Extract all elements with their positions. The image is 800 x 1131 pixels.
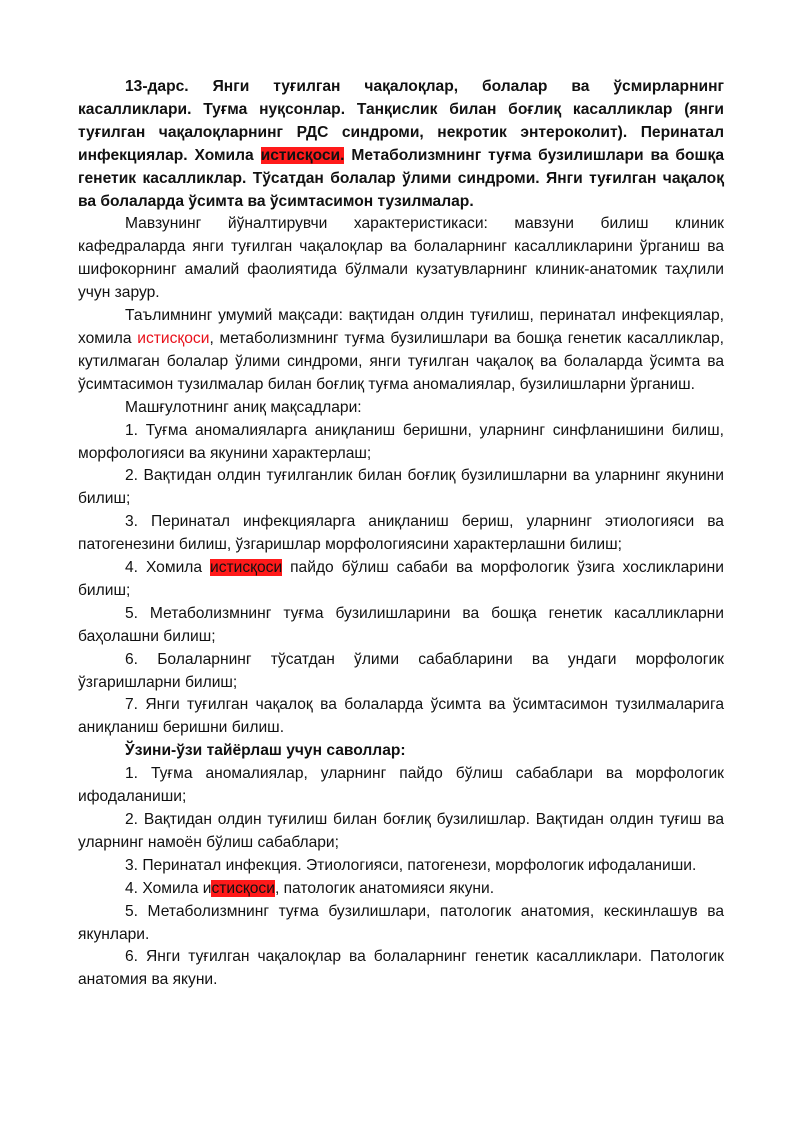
question-item: 3. Перинатал инфекция. Этиологияси, патогенези, морфологик ифодаланиши. [125,856,697,874]
highlight-mark: истисқоси. [260,146,345,164]
specific-goal-item: 5. Метаболизмнинг туғма бузилишларини ва бошқа генетик касалликларни баҳолашни билиш; [78,604,724,645]
lesson-title: 13-дарс. Янги туғилган чақалоқлар, болалар ва ўсмирларнинг касалликлари. Туғма нуқсонлар. Танқислик билан боғлиқ касалликлар (янги туғилган чақалоқларнинг РДС синдроми, некротик энтероколит). Перинатал инфекциялар. Хомила истисқоси. Метаболизмнинг туғма бузилишлари ва бошқа генетик касалликлар. Тўсатдан болалар ўлими синдроми. Янги туғилган чақалоқ ва болаларда ўсимта ва ўсимтасимон тузилмалар. [78,78,725,210]
highlight-text: истисқоси [137,329,210,347]
question-item: 5. Метаболизмнинг туғма бузилишлари, патологик анатомия, кескинлашув ва якунлари. [78,902,724,943]
specific-goal-item: 2. Вақтидан олдин туғилганлик билан боғлиқ бузилишларни ва уларнинг якунини билиш; [78,467,724,508]
specific-goal-item: 7. Янги туғилган чақалоқ ва болаларда ўсимта ва ўсимтасимон тузилмаларига аниқланиш беришни билиш. [78,696,724,737]
specific-goals-heading: Машғулотнинг аниқ мақсадлари: [125,398,362,416]
specific-goal-item: 6. Болаларнинг тўсатдан ўлими сабабларини ва ундаги морфологик ўзгаришларни билиш; [78,650,724,691]
specific-goal-item: 3. Перинатал инфекцияларга аниқланиш бериш, уларнинг этиологияси ва патогенезини билиш, ўзгаришлар морфологиясини характерлашни билиш; [78,513,724,554]
highlight-mark: истисқоси [210,559,283,577]
specific-goal-item: 4. Хомила истисқоси пайдо бўлиш сабаби ва морфологик ўзига хосликларини билиш; [78,559,724,599]
highlight-mark: стисқоси [211,879,275,897]
question-item: 1. Туғма аномалиялар, уларнинг пайдо бўлиш сабаблари ва морфологик ифодаланиши; [78,765,724,806]
specific-goal-item: 1. Туғма аномалияларга аниқланиш беришни, уларнинг синфланишини билиш, морфологияси ва якунини характерлаш; [78,421,724,462]
question-item: 2. Вақтидан олдин туғилиш билан боғлиқ бузилишлар. Вақтидан олдин туғиш ва уларнинг намоён бўлиш сабаблари; [78,811,724,851]
motivation-paragraph: Мавзунинг йўналтирувчи характеристикаси: мавзуни билиш клиник кафедраларда янги туғилган чақалоқлар ва болаларнинг касалликларини ўрганиш ва шифокорнинг амалий фаолиятида бўлмали кузатувларнинг клиник-анатомик таҳлили учун зарур. [78,215,724,302]
questions-heading: Ўзини-ўзи тайёрлаш учун саволлар: [125,742,406,760]
general-goal-paragraph: Таълимнинг умумий мақсади: вақтидан олдин туғилиш, перинатал инфекциялар, хомила истисқоси, метаболизмнинг туғма бузилишлари ва бошқа генетик касалликлар, кутилмаган болалар ўлими синдроми, янги туғилган чақалоқ ва болаларда ўсимта ва ўсимтасимон тузилмалар билан боғлиқ туғма аномалиялар, бузилишларни ўрганиш. [78,307,724,393]
question-item: 4. Хомила истисқоси, патологик анатомияси якуни. [125,879,495,897]
question-item: 6. Янги туғилган чақалоқлар ва болаларнинг генетик касалликлари. Патологик анатомия ва якуни. [78,948,724,989]
